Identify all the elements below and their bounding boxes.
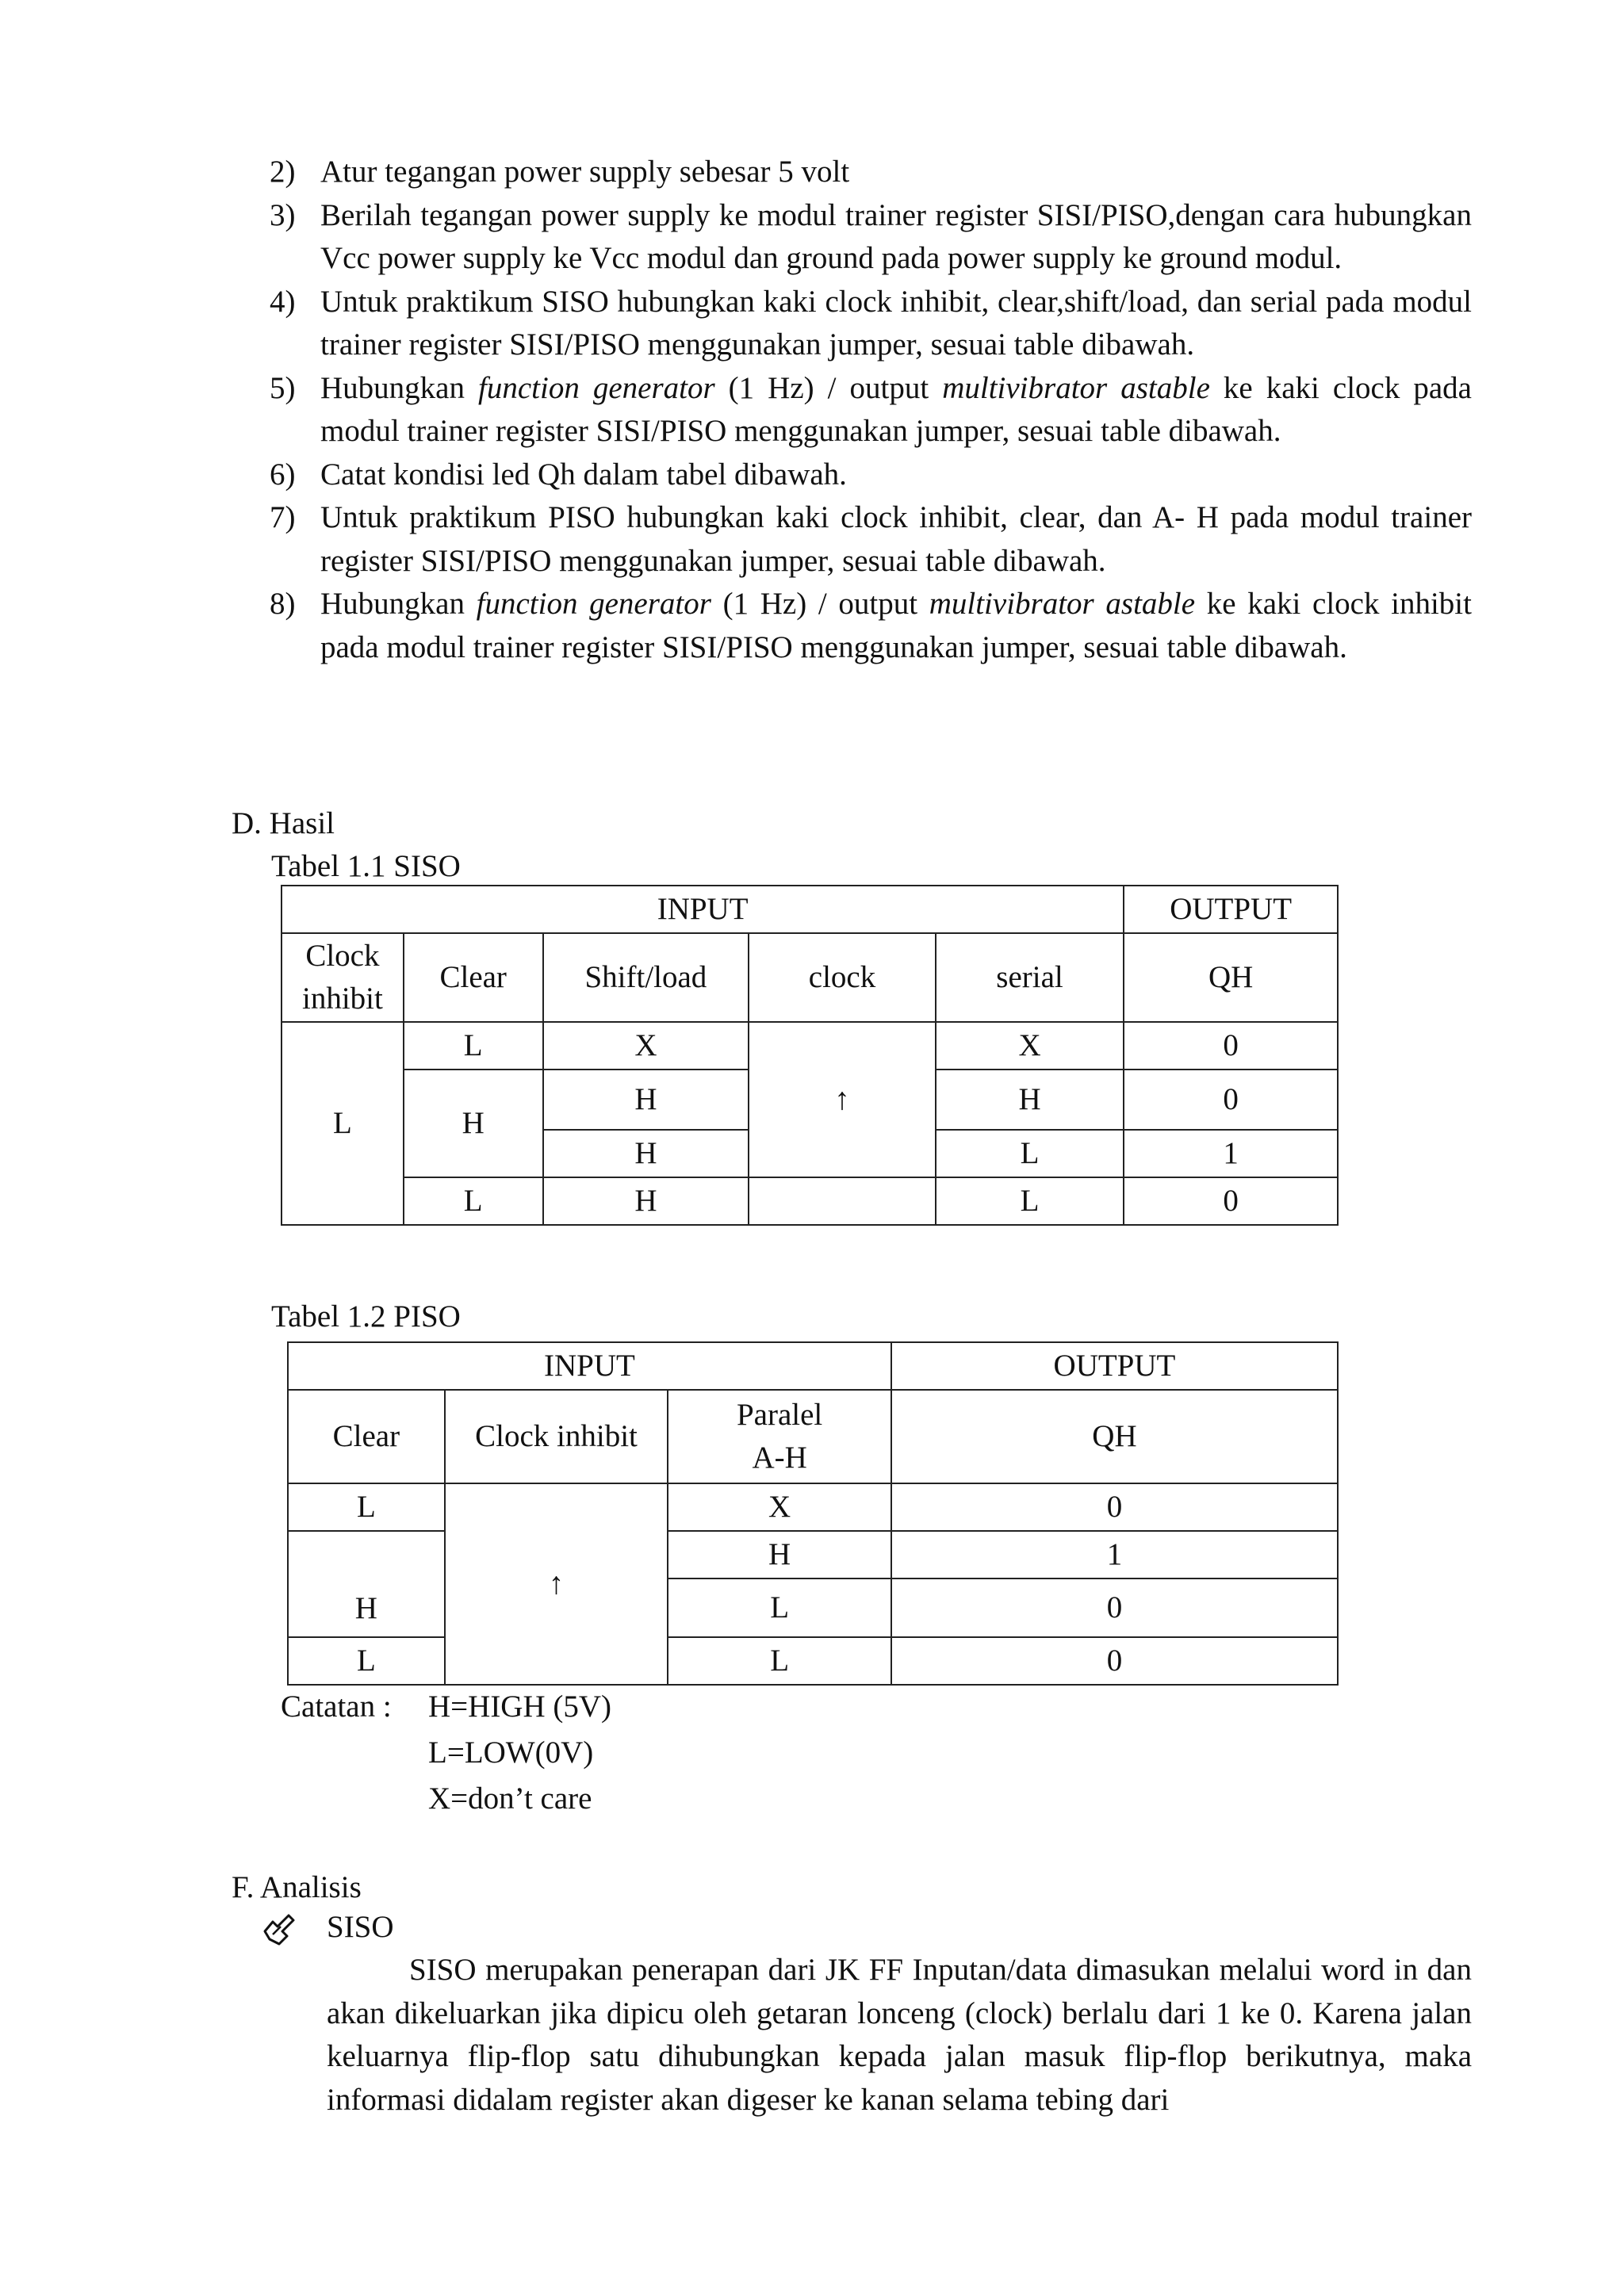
- step-4: [270, 281, 1472, 367]
- step-text-post: ke kaki clock inhibit pada modul trainer register SISI/PISO menggunakan jumper, sesuai table dibawah.: [320, 587, 1472, 664]
- step-text-emphasis: multivibrator astable: [942, 370, 1210, 405]
- step-text-mid: (1 Hz) / output: [710, 587, 929, 621]
- paralel-cell: L: [668, 1578, 891, 1637]
- section-heading-hasil: D. Hasil: [232, 806, 335, 840]
- col-header-shift-load: Shift/load: [543, 933, 749, 1022]
- clear-cell: H: [288, 1531, 445, 1637]
- step-3: [270, 194, 1472, 281]
- step-6: [270, 453, 1472, 497]
- step-text: Catat kondisi led Qh dalam tabel dibawah.: [320, 457, 847, 492]
- qh-cell: 0: [891, 1483, 1338, 1531]
- notes-label: Catatan :: [281, 1689, 392, 1724]
- col-header-serial: serial: [936, 933, 1124, 1022]
- clock-inhibit-cell: L: [282, 1022, 404, 1225]
- clock-inhibit-rising-edge-icon: ↑: [445, 1483, 668, 1685]
- step-7: [270, 496, 1472, 583]
- analysis-paragraph: SISO merupakan penerapan dari JK FF Inputan/data dimasukan melalui word in dan akan dikeluarkan jika dipicu oleh getaran lonceng (clock) berlalu dari 1 ke 0. Karena jalan keluarnya flip-flop satu dihubungkan kepada jalan masuk flip-flop berikutnya, maka informasi didalam register akan digeser ke kanan selama tebing dari: [327, 1953, 1472, 2117]
- qh-cell: 1: [891, 1531, 1338, 1578]
- step-text-pre: Hubungkan: [320, 587, 477, 621]
- serial-cell: L: [936, 1177, 1124, 1225]
- clear-cell: L: [404, 1177, 543, 1225]
- qh-cell: 0: [891, 1578, 1338, 1637]
- input-header: INPUT: [282, 886, 1124, 933]
- col-header-clear: Clear: [288, 1390, 445, 1483]
- step-number: 7): [270, 500, 296, 534]
- step-number: 5): [270, 370, 296, 405]
- piso-table: [287, 1341, 1339, 1686]
- step-number: 6): [270, 457, 296, 492]
- analysis-subheading: SISO: [327, 1910, 394, 1944]
- step-text: Atur tegangan power supply sebesar 5 volt: [320, 155, 850, 189]
- step-text: Untuk praktikum PISO hubungkan kaki clock inhibit, clear, dan A- H pada modul trainer register SISI/PISO menggunakan jumper, sesuai table dibawah.: [320, 500, 1472, 578]
- paralel-cell: L: [668, 1637, 891, 1685]
- step-text: Berilah tegangan power supply ke modul trainer register SISI/PISO,dengan cara hubungkan Vcc power supply ke Vcc modul dan ground pada power supply ke ground modul.: [320, 197, 1472, 275]
- section-heading-analisis: F. Analisis: [232, 1870, 362, 1904]
- table-row: [282, 1022, 1338, 1070]
- paralel-cell: H: [668, 1531, 891, 1578]
- step-number: 2): [270, 155, 296, 189]
- col-header-paralel-line1: Paralel: [736, 1398, 823, 1432]
- output-header: OUTPUT: [1124, 886, 1338, 933]
- clock-rising-edge-icon: ↑: [749, 1022, 936, 1177]
- col-header-clock-inhibit: Clock inhibit: [445, 1390, 668, 1483]
- step-text-mid: (1 Hz) / output: [714, 370, 943, 405]
- qh-cell: 0: [1124, 1177, 1338, 1225]
- step-text: Untuk praktikum SISO hubungkan kaki clock inhibit, clear,shift/load, dan serial pada modul trainer register SISI/PISO menggunakan jumper, sesuai table dibawah.: [320, 284, 1472, 362]
- step-8: [270, 583, 1472, 669]
- paralel-cell: X: [668, 1483, 891, 1531]
- step-5: [270, 367, 1472, 453]
- clock-cell-empty: [749, 1177, 936, 1225]
- qh-cell: 0: [891, 1637, 1338, 1685]
- col-header-qh: QH: [1124, 933, 1338, 1022]
- step-number: 3): [270, 197, 296, 232]
- serial-cell: H: [936, 1070, 1124, 1130]
- shift-load-cell: H: [543, 1070, 749, 1130]
- clear-cell: L: [404, 1022, 543, 1070]
- step-text-emphasis: multivibrator astable: [929, 587, 1196, 621]
- procedure-steps: [270, 151, 1472, 669]
- hand-pointer-icon: [262, 1911, 298, 1947]
- table2-caption: Tabel 1.2 PISO: [271, 1299, 461, 1334]
- step-text-emphasis: function generator: [476, 587, 711, 621]
- shift-load-cell: H: [543, 1130, 749, 1177]
- shift-load-cell: H: [543, 1177, 749, 1225]
- col-header-clear: Clear: [404, 933, 543, 1022]
- input-header: INPUT: [288, 1342, 891, 1390]
- table-row: [282, 1177, 1338, 1225]
- qh-cell: 0: [1124, 1070, 1338, 1130]
- step-text-pre: Hubungkan: [320, 370, 478, 405]
- step-text-post: ke kaki clock pada modul trainer register SISI/PISO menggunakan jumper, sesuai table dibawah.: [320, 370, 1472, 448]
- step-number: 8): [270, 587, 296, 621]
- note-line: X=don’t care: [428, 1781, 592, 1816]
- step-number: 4): [270, 284, 296, 319]
- col-header-clock-inhibit: Clock inhibit: [282, 933, 404, 1022]
- clear-cell: L: [288, 1637, 445, 1685]
- serial-cell: L: [936, 1130, 1124, 1177]
- qh-cell: 1: [1124, 1130, 1338, 1177]
- note-line: H=HIGH (5V): [428, 1689, 612, 1724]
- col-header-clock: clock: [749, 933, 936, 1022]
- col-header-paralel: [668, 1390, 891, 1483]
- col-header-qh: QH: [891, 1390, 1338, 1483]
- table1-caption: Tabel 1.1 SISO: [271, 849, 461, 883]
- step-2: [270, 151, 1472, 194]
- clear-cell: L: [288, 1483, 445, 1531]
- siso-table: [281, 885, 1339, 1226]
- qh-cell: 0: [1124, 1022, 1338, 1070]
- output-header: OUTPUT: [891, 1342, 1338, 1390]
- step-text-emphasis: function generator: [478, 370, 715, 405]
- col-header-paralel-line2: A-H: [752, 1441, 807, 1475]
- table-row: [288, 1483, 1338, 1531]
- clear-cell: H: [404, 1070, 543, 1177]
- note-line: L=LOW(0V): [428, 1735, 594, 1770]
- serial-cell: X: [936, 1022, 1124, 1070]
- shift-load-cell: X: [543, 1022, 749, 1070]
